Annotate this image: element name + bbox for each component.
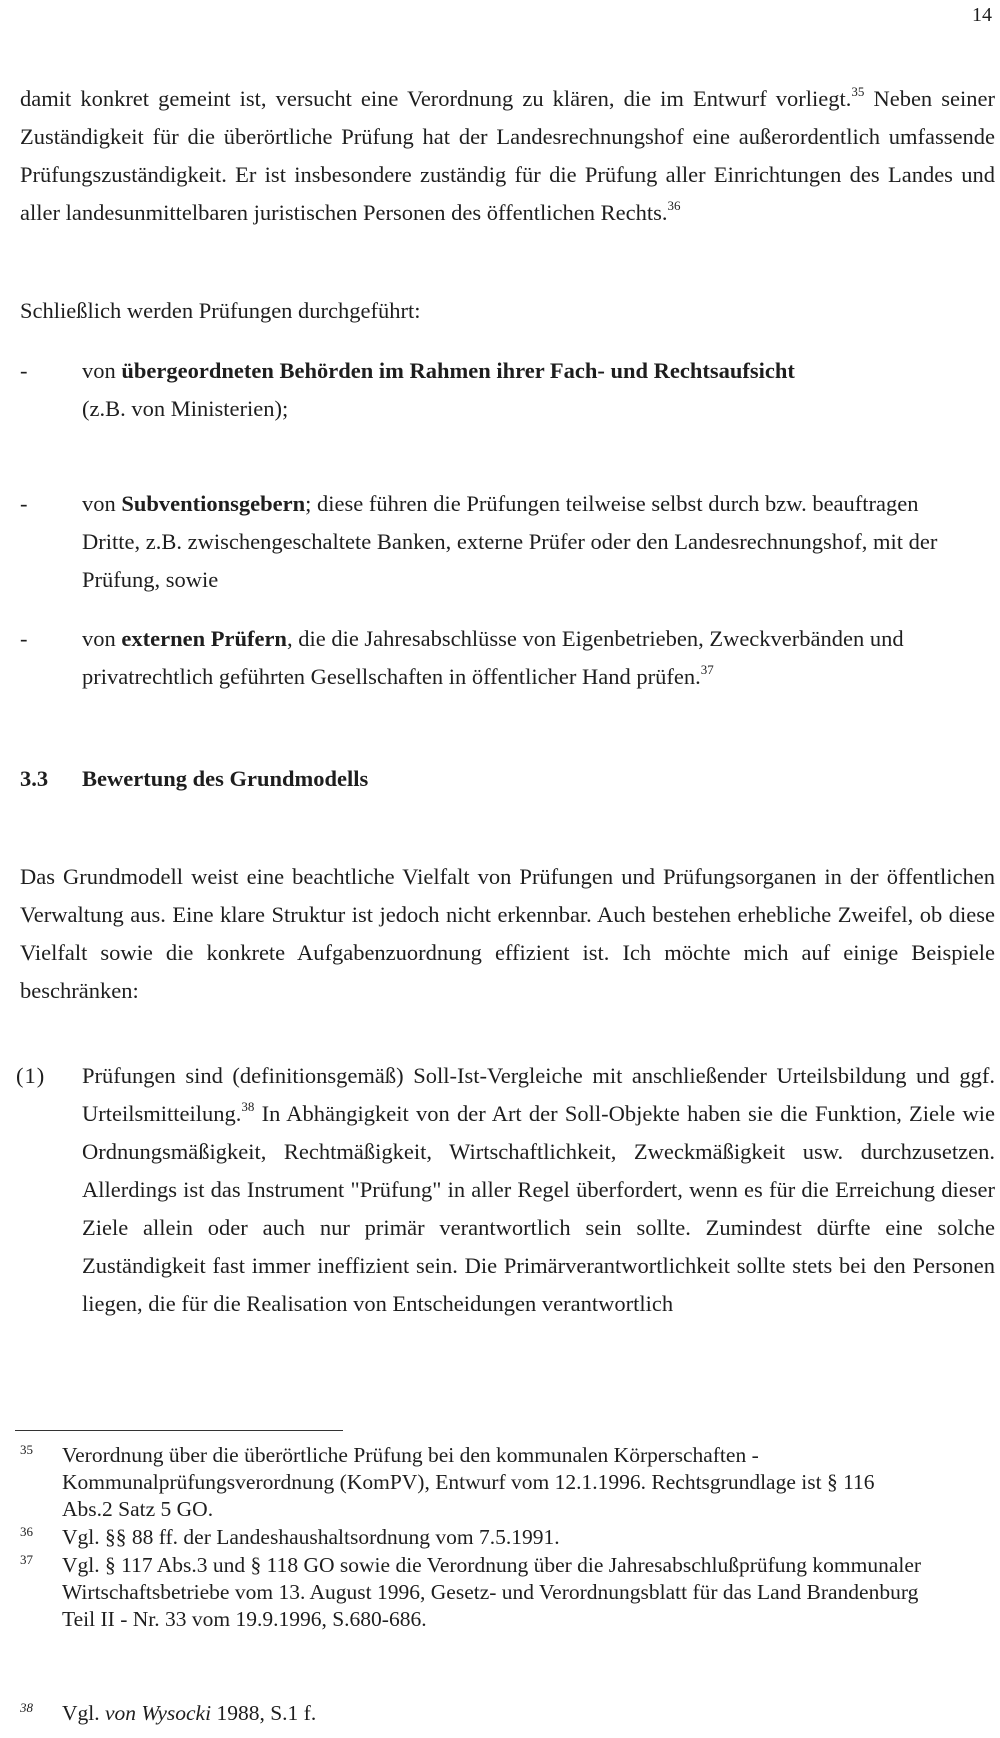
page-number: 14 bbox=[972, 4, 992, 26]
dash-bullet-icon: - bbox=[20, 358, 28, 383]
paragraph-intro bbox=[20, 80, 995, 232]
paragraph-lead-in: Schließlich werden Prüfungen durchgeführt: bbox=[20, 298, 421, 323]
section-title: Bewertung des Grundmodells bbox=[82, 766, 369, 791]
footnote-number: 37 bbox=[20, 1552, 33, 1567]
bullet-item: - von Subventionsgebern; diese führen die Prüfungen teilweise selbst durch bzw. beauftragen Dritte, z.B. zwischengeschaltete Banken, externe Prüfer oder den Landesrechnungshof, mit der Prüfung, sowie bbox=[20, 485, 980, 599]
footnote-38: 38 Vgl. von Wysocki 1988, S.1 f. bbox=[20, 1700, 960, 1727]
dash-bullet-icon: - bbox=[20, 626, 28, 651]
footnote-separator bbox=[15, 1430, 343, 1431]
bullet-item: - von externen Prüfern, die die Jahresabschlüsse von Eigenbetrieben, Zweckverbänden und privatrechtlich geführten Gesellschaften in öffentlicher Hand prüfen.$^{37}$ bbox=[20, 620, 980, 696]
bold-term: externen Prüfern bbox=[121, 626, 287, 651]
footnote-ref[interactable]: 37 bbox=[700, 662, 714, 677]
footnote-35: 35 Verordnung über die überörtliche Prüfung bei den kommunalen Körperschaften - Kommunalprüfungsverordnung (KomPV), Entwurf vom 12.1.1996. Rechtsgrundlage ist § 116 Abs.2 Satz 5 GO. bbox=[20, 1442, 960, 1523]
bold-term: Subventionsgebern bbox=[121, 491, 306, 516]
footnote-number: 36 bbox=[20, 1524, 33, 1539]
section-number: 3.3 bbox=[20, 766, 49, 791]
paragraph-evaluation: Das Grundmodell weist eine beachtliche Vielfalt von Prüfungen und Prüfungsorganen in der öffentlichen Verwaltung aus. Eine klare Struktur ist jedoch nicht erkennbar. Auch bestehen erhebliche Zweifel, ob diese Vielfalt sowie die konkrete Aufgabenzuordnung effizient ist. Ich möchte mich auf einige Beispiele beschränken: bbox=[20, 864, 995, 1003]
dash-bullet-icon: - bbox=[20, 491, 28, 516]
paragraph-text: Neben seiner Zuständigkeit für die überörtliche Prüfung hat der Landesrechnungshof eine außerordentlich umfassende Prüfungszuständigkeit. Er ist insbesondere zuständig für die Prüfung aller Einrichtungen des Landes und aller landesunmittelbaren juristischen Personen des öffentlichen Rechts. bbox=[20, 86, 995, 225]
footnote-ref[interactable]: 38 bbox=[241, 1099, 255, 1114]
bold-term: übergeordneten Behörden im Rahmen ihrer Fach- und Rechtsaufsicht bbox=[121, 358, 795, 383]
footnote-36: 36 Vgl. §§ 88 ff. der Landeshaushaltsordnung vom 7.5.1991. bbox=[20, 1524, 960, 1551]
footnote-number: 35 bbox=[20, 1442, 33, 1457]
footnote-number: 38 bbox=[20, 1700, 33, 1715]
footnote-37: 37 Vgl. § 117 Abs.3 und § 118 GO sowie die Verordnung über die Jahresabschlußprüfung kommunaler Wirtschaftsbetriebe vom 13. August 1996, Gesetz- und Verordnungsblatt für das Land Brandenburg Teil II - Nr. 33 vom 19.9.1996, S.680-686. bbox=[20, 1552, 960, 1633]
author-name: von Wysocki bbox=[105, 1701, 212, 1725]
section-heading bbox=[20, 760, 368, 798]
bullet-item: - von übergeordneten Behörden im Rahmen ihrer Fach- und Rechtsaufsicht (z.B. von Ministerien); bbox=[20, 352, 980, 428]
paragraph-text: damit konkret gemeint ist, versucht eine Verordnung zu klären, die im Entwurf vorliegt. bbox=[20, 86, 852, 111]
item-marker: (1) bbox=[16, 1063, 46, 1088]
footnote-ref[interactable]: 36 bbox=[667, 198, 681, 213]
footnote-ref[interactable]: 35 bbox=[851, 84, 865, 99]
numbered-item: (1) Prüfungen sind (definitionsgemäß) Soll-Ist-Vergleiche mit anschließender Urteilsbildung und ggf. Urteilsmitteilung.$^{38}$ In Abhängigkeit von der Art der Soll-Objekte haben sie die Funktion, Ziele wie Ordnungsmäßigkeit, Rechtmäßigkeit, Wirtschaftlichkeit, Zweckmäßigkeit usw. durchzusetzen. Allerdings ist das Instrument "Prüfung" in aller Regel überfordert, wenn es für die Erreichung dieser Ziele allein oder auch nur primär verantwortlich sein sollte. Zumindest dürfte eine solche Zuständigkeit fast immer ineffizient sein. Die Primärverantwortlichkeit sollte stets bei den Personen liegen, die für die Realisation von Entscheidungen verantwortlich bbox=[16, 1057, 995, 1323]
